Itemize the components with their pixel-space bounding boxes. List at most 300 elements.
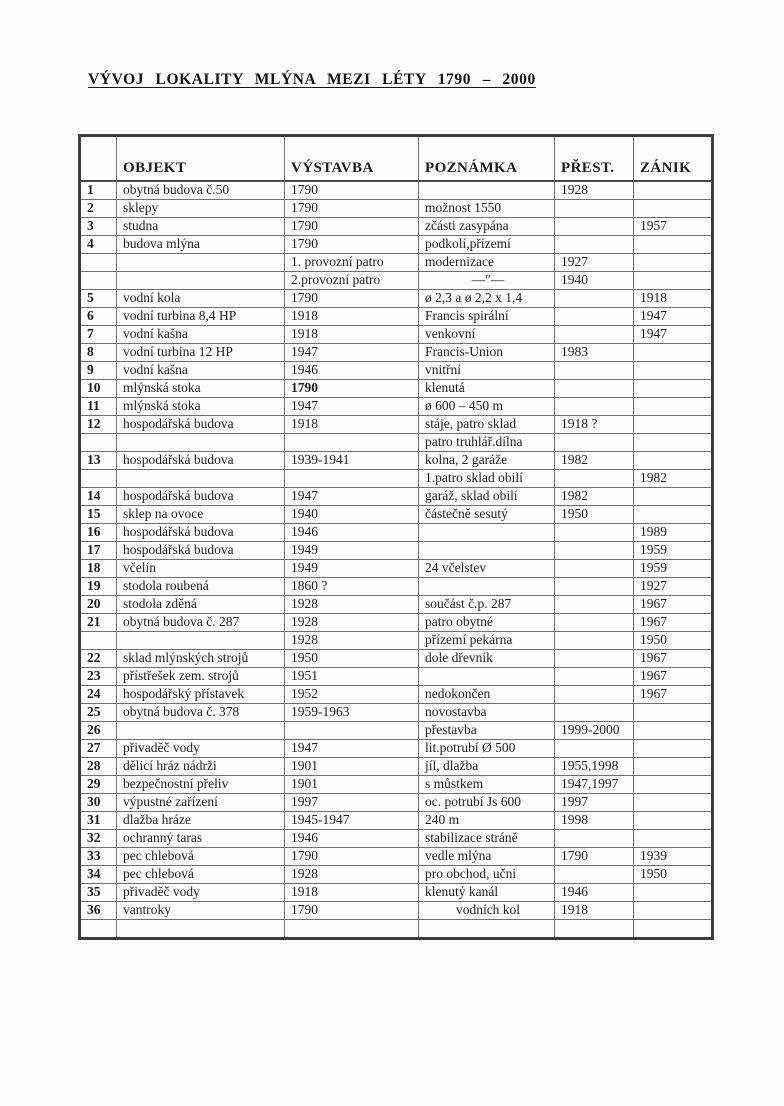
cell-poznamka: ø 2,3 a ø 2,2 x 1,4 (419, 290, 555, 308)
cell-poznamka: stáje, patro sklad (419, 416, 555, 434)
cell-poznamka: 240 m (419, 812, 555, 830)
cell-num (80, 470, 117, 488)
cell-objekt: hospodářská budova (117, 452, 285, 470)
cell-vystavba: 1939-1941 (285, 452, 419, 470)
cell-poznamka: Francis spirální (419, 308, 555, 326)
cell-prest: 1927 (555, 254, 634, 272)
cell-zanik (634, 398, 713, 416)
cell-poznamka: přestavba (419, 722, 555, 740)
cell-zanik (634, 812, 713, 830)
header-zanik: ZÁNIK (634, 136, 713, 182)
cell-objekt: výpustné zařízení (117, 794, 285, 812)
cell-num: 14 (80, 488, 117, 506)
cell-num: 27 (80, 740, 117, 758)
cell-zanik: 1967 (634, 668, 713, 686)
cell-num: 34 (80, 866, 117, 884)
cell-zanik: 1967 (634, 686, 713, 704)
cell-vystavba: 1947 (285, 740, 419, 758)
table-row (80, 308, 713, 326)
header-poznamka: POZNÁMKA (419, 136, 555, 182)
cell-num: 24 (80, 686, 117, 704)
table-row (80, 326, 713, 344)
cell-vystavba: 1790 (285, 380, 419, 398)
cell-objekt: vodní kašna (117, 326, 285, 344)
cell-vystavba: 1940 (285, 506, 419, 524)
cell-objekt: obytná budova č. 378 (117, 704, 285, 722)
cell-zanik: 1927 (634, 578, 713, 596)
cell-prest: 1918 ? (555, 416, 634, 434)
cell-num (80, 254, 117, 272)
cell-num: 5 (80, 290, 117, 308)
cell-num: 15 (80, 506, 117, 524)
cell-prest: 1983 (555, 344, 634, 362)
cell-vystavba: 2.provozní patro (285, 272, 419, 290)
cell-objekt: hospodářská budova (117, 488, 285, 506)
cell-objekt: hospodářská budova (117, 524, 285, 542)
table-row (80, 380, 713, 398)
cell-prest (555, 866, 634, 884)
cell-zanik: 1950 (634, 632, 713, 650)
cell-num: 33 (80, 848, 117, 866)
cell-objekt: vodní turbina 8,4 HP (117, 308, 285, 326)
cell-num: 26 (80, 722, 117, 740)
cell-objekt (117, 272, 285, 290)
cell-vystavba (285, 470, 419, 488)
cell-prest (555, 398, 634, 416)
cell-objekt: sklad mlýnských strojů (117, 650, 285, 668)
header-vystavba: VÝSTAVBA (285, 136, 419, 182)
cell-objekt: sklepy (117, 200, 285, 218)
cell-vystavba (285, 722, 419, 740)
cell-num: 23 (80, 668, 117, 686)
cell-prest: 1940 (555, 272, 634, 290)
cell-prest: 1928 (555, 181, 634, 200)
table-body (80, 181, 713, 939)
cell-vystavba: 1790 (285, 200, 419, 218)
table-row (80, 596, 713, 614)
cell-objekt (117, 254, 285, 272)
cell-poznamka: jíl, dlažba (419, 758, 555, 776)
cell-poznamka: podkolí,přízemí (419, 236, 555, 254)
cell-zanik (634, 254, 713, 272)
cell-objekt: bezpečnostní přeliv (117, 776, 285, 794)
table-row (80, 794, 713, 812)
cell-zanik: 1918 (634, 290, 713, 308)
cell-objekt (117, 722, 285, 740)
cell-objekt: hospodářská budova (117, 416, 285, 434)
cell-poznamka: patro truhlář.dílna (419, 434, 555, 452)
cell-num (80, 632, 117, 650)
table-row (80, 866, 713, 884)
cell-objekt: dlažba hráze (117, 812, 285, 830)
cell-vystavba: 1946 (285, 524, 419, 542)
table-row (80, 254, 713, 272)
cell-vystavba: 1947 (285, 398, 419, 416)
cell-num: 30 (80, 794, 117, 812)
table-row (80, 902, 713, 920)
cell-objekt: vantroky (117, 902, 285, 920)
cell-num: 21 (80, 614, 117, 632)
cell-zanik (634, 884, 713, 902)
cell-num (80, 920, 117, 939)
cell-vystavba: 1946 (285, 830, 419, 848)
cell-prest (555, 362, 634, 380)
cell-prest (555, 650, 634, 668)
cell-num: 19 (80, 578, 117, 596)
cell-zanik: 1967 (634, 596, 713, 614)
page-title: VÝVOJ LOKALITY MLÝNA MEZI LÉTY 1790 – 2000 (88, 71, 536, 88)
cell-poznamka: pro obchod, učni (419, 866, 555, 884)
cell-num: 7 (80, 326, 117, 344)
cell-poznamka: oc. potrubí Js 600 (419, 794, 555, 812)
cell-zanik: 1957 (634, 218, 713, 236)
cell-vystavba: 1928 (285, 596, 419, 614)
cell-poznamka: stabilizace stráně (419, 830, 555, 848)
cell-prest (555, 380, 634, 398)
table-row (80, 542, 713, 560)
cell-prest: 1997 (555, 794, 634, 812)
cell-poznamka: garáž, sklad obilí (419, 488, 555, 506)
cell-num: 36 (80, 902, 117, 920)
cell-zanik (634, 200, 713, 218)
cell-poznamka: dole dřevník (419, 650, 555, 668)
table-row (80, 452, 713, 470)
cell-prest (555, 290, 634, 308)
table-row (80, 398, 713, 416)
cell-prest: 1982 (555, 488, 634, 506)
cell-objekt: stodola zděná (117, 596, 285, 614)
table-row (80, 290, 713, 308)
cell-zanik: 1939 (634, 848, 713, 866)
cell-objekt: obytná budova č.50 (117, 181, 285, 200)
cell-num: 4 (80, 236, 117, 254)
cell-prest: 1955,1998 (555, 758, 634, 776)
cell-zanik (634, 181, 713, 200)
cell-poznamka: částečně sesutý (419, 506, 555, 524)
table-row (80, 236, 713, 254)
cell-vystavba: 1901 (285, 776, 419, 794)
cell-vystavba: 1959-1963 (285, 704, 419, 722)
cell-objekt (117, 632, 285, 650)
cell-zanik: 1950 (634, 866, 713, 884)
table-row (80, 362, 713, 380)
cell-vystavba (285, 920, 419, 939)
cell-zanik: 1947 (634, 326, 713, 344)
cell-zanik: 1959 (634, 542, 713, 560)
cell-num: 11 (80, 398, 117, 416)
cell-zanik (634, 452, 713, 470)
cell-poznamka: vedle mlýna (419, 848, 555, 866)
cell-poznamka: venkovní (419, 326, 555, 344)
cell-vystavba: 1918 (285, 308, 419, 326)
cell-vystavba: 1997 (285, 794, 419, 812)
cell-zanik (634, 704, 713, 722)
cell-vystavba: 1790 (285, 218, 419, 236)
table-row (80, 722, 713, 740)
cell-zanik: 1959 (634, 560, 713, 578)
cell-num: 22 (80, 650, 117, 668)
cell-vystavba: 1928 (285, 632, 419, 650)
table-row (80, 848, 713, 866)
cell-vystavba: 1946 (285, 362, 419, 380)
table-row (80, 218, 713, 236)
cell-prest (555, 524, 634, 542)
cell-prest (555, 614, 634, 632)
cell-objekt: vodní turbina 12 HP (117, 344, 285, 362)
table-row (80, 668, 713, 686)
cell-prest (555, 326, 634, 344)
cell-vystavba: 1790 (285, 236, 419, 254)
cell-poznamka: s můstkem (419, 776, 555, 794)
cell-poznamka (419, 181, 555, 200)
cell-objekt: ochranný taras (117, 830, 285, 848)
cell-objekt (117, 920, 285, 939)
cell-prest: 1790 (555, 848, 634, 866)
cell-objekt: pec chlebová (117, 848, 285, 866)
cell-prest (555, 686, 634, 704)
cell-poznamka: přízemí pekárna (419, 632, 555, 650)
cell-vystavba: 1945-1947 (285, 812, 419, 830)
table-row (80, 776, 713, 794)
table-row (80, 272, 713, 290)
cell-objekt: pec chlebová (117, 866, 285, 884)
cell-prest: 1918 (555, 902, 634, 920)
cell-num: 28 (80, 758, 117, 776)
cell-zanik (634, 920, 713, 939)
cell-vystavba: 1790 (285, 848, 419, 866)
cell-poznamka (419, 542, 555, 560)
table-row (80, 740, 713, 758)
cell-objekt: vodní kašna (117, 362, 285, 380)
cell-prest (555, 200, 634, 218)
cell-num: 8 (80, 344, 117, 362)
cell-vystavba: 1947 (285, 488, 419, 506)
cell-objekt: obytná budova č. 287 (117, 614, 285, 632)
cell-num: 12 (80, 416, 117, 434)
cell-prest: 1982 (555, 452, 634, 470)
header-num (80, 136, 117, 182)
cell-zanik: 1947 (634, 308, 713, 326)
cell-zanik (634, 416, 713, 434)
cell-zanik (634, 830, 713, 848)
cell-objekt: přivaděč vody (117, 884, 285, 902)
cell-num: 9 (80, 362, 117, 380)
cell-vystavba: 1947 (285, 344, 419, 362)
table-row (80, 884, 713, 902)
cell-num: 2 (80, 200, 117, 218)
cell-vystavba: 1918 (285, 326, 419, 344)
cell-zanik (634, 740, 713, 758)
cell-num: 1 (80, 181, 117, 200)
cell-zanik (634, 722, 713, 740)
cell-objekt: studna (117, 218, 285, 236)
cell-prest: 1999-2000 (555, 722, 634, 740)
cell-zanik: 1967 (634, 650, 713, 668)
cell-num: 29 (80, 776, 117, 794)
cell-objekt: mlýnská stoka (117, 380, 285, 398)
cell-poznamka: zčásti zasypána (419, 218, 555, 236)
cell-prest (555, 920, 634, 939)
cell-vystavba: 1951 (285, 668, 419, 686)
cell-poznamka: 1.patro sklad obilí (419, 470, 555, 488)
cell-poznamka: lit.potrubí Ø 500 (419, 740, 555, 758)
cell-prest: 1947,1997 (555, 776, 634, 794)
table-row (80, 434, 713, 452)
cell-prest: 1950 (555, 506, 634, 524)
cell-prest (555, 308, 634, 326)
cell-vystavba: 1860 ? (285, 578, 419, 596)
cell-objekt: mlýnská stoka (117, 398, 285, 416)
cell-num: 20 (80, 596, 117, 614)
cell-num: 25 (80, 704, 117, 722)
cell-prest: 1998 (555, 812, 634, 830)
cell-objekt: stodola roubená (117, 578, 285, 596)
cell-objekt: budova mlýna (117, 236, 285, 254)
cell-objekt: včelín (117, 560, 285, 578)
cell-prest (555, 596, 634, 614)
table-row (80, 200, 713, 218)
cell-vystavba: 1949 (285, 542, 419, 560)
cell-objekt: hospodářský přístavek (117, 686, 285, 704)
cell-num: 10 (80, 380, 117, 398)
cell-zanik (634, 272, 713, 290)
cell-num (80, 434, 117, 452)
cell-vystavba: 1901 (285, 758, 419, 776)
cell-prest (555, 668, 634, 686)
table-row (80, 704, 713, 722)
header-objekt: OBJEKT (117, 136, 285, 182)
cell-prest (555, 470, 634, 488)
cell-poznamka: klenutá (419, 380, 555, 398)
cell-poznamka: součást č.p. 287 (419, 596, 555, 614)
cell-prest (555, 632, 634, 650)
cell-vystavba: 1952 (285, 686, 419, 704)
cell-vystavba: 1950 (285, 650, 419, 668)
cell-zanik (634, 380, 713, 398)
cell-zanik (634, 236, 713, 254)
cell-vystavba: 1928 (285, 866, 419, 884)
cell-zanik (634, 776, 713, 794)
cell-poznamka: 24 včelstev (419, 560, 555, 578)
cell-vystavba: 1. provozní patro (285, 254, 419, 272)
cell-poznamka: Francis-Union (419, 344, 555, 362)
cell-prest (555, 830, 634, 848)
cell-prest (555, 578, 634, 596)
cell-poznamka: vnitřní (419, 362, 555, 380)
table-row (80, 506, 713, 524)
cell-poznamka: —″— (419, 272, 555, 290)
cell-objekt (117, 434, 285, 452)
cell-poznamka: klenutý kanál (419, 884, 555, 902)
cell-num: 16 (80, 524, 117, 542)
table-row (80, 560, 713, 578)
cell-num: 32 (80, 830, 117, 848)
cell-prest (555, 236, 634, 254)
cell-zanik: 1967 (634, 614, 713, 632)
table-header (80, 136, 713, 182)
cell-zanik (634, 758, 713, 776)
cell-zanik (634, 902, 713, 920)
cell-num: 35 (80, 884, 117, 902)
mill-development-table (78, 134, 714, 940)
table-row (80, 181, 713, 200)
cell-poznamka: možnost 1550 (419, 200, 555, 218)
cell-zanik (634, 794, 713, 812)
table-row (80, 920, 713, 939)
header-prest: PŘEST. (555, 136, 634, 182)
cell-poznamka (419, 524, 555, 542)
cell-prest (555, 218, 634, 236)
cell-zanik: 1989 (634, 524, 713, 542)
cell-num: 31 (80, 812, 117, 830)
cell-vystavba: 1949 (285, 560, 419, 578)
cell-objekt (117, 470, 285, 488)
cell-num: 6 (80, 308, 117, 326)
cell-num: 17 (80, 542, 117, 560)
cell-vystavba (285, 434, 419, 452)
cell-zanik (634, 344, 713, 362)
table-row (80, 812, 713, 830)
cell-prest (555, 542, 634, 560)
cell-prest (555, 740, 634, 758)
cell-zanik (634, 488, 713, 506)
cell-vystavba: 1928 (285, 614, 419, 632)
cell-poznamka (419, 920, 555, 939)
cell-prest (555, 704, 634, 722)
cell-num: 3 (80, 218, 117, 236)
table-row (80, 686, 713, 704)
cell-objekt: vodní kola (117, 290, 285, 308)
table-row (80, 830, 713, 848)
cell-objekt: hospodářská budova (117, 542, 285, 560)
cell-objekt: přístřešek zem. strojů (117, 668, 285, 686)
table-row (80, 488, 713, 506)
cell-poznamka: nedokončen (419, 686, 555, 704)
cell-zanik: 1982 (634, 470, 713, 488)
cell-poznamka: ø 600 – 450 m (419, 398, 555, 416)
cell-zanik (634, 362, 713, 380)
cell-poznamka (419, 578, 555, 596)
cell-prest (555, 560, 634, 578)
table-row (80, 614, 713, 632)
cell-vystavba: 1790 (285, 902, 419, 920)
cell-objekt: přivaděč vody (117, 740, 285, 758)
cell-objekt: sklep na ovoce (117, 506, 285, 524)
cell-objekt: dělicí hráz nádrži (117, 758, 285, 776)
header-row (80, 136, 713, 182)
cell-zanik (634, 506, 713, 524)
table-row (80, 470, 713, 488)
table-row (80, 524, 713, 542)
cell-vystavba: 1918 (285, 884, 419, 902)
cell-poznamka: modernizace (419, 254, 555, 272)
cell-num: 13 (80, 452, 117, 470)
cell-poznamka: kolna, 2 garáže (419, 452, 555, 470)
cell-num (80, 272, 117, 290)
table-row (80, 632, 713, 650)
cell-prest: 1946 (555, 884, 634, 902)
table-row (80, 578, 713, 596)
cell-num: 18 (80, 560, 117, 578)
table-row (80, 758, 713, 776)
table-row (80, 416, 713, 434)
cell-poznamka: patro obytné (419, 614, 555, 632)
table-row (80, 344, 713, 362)
cell-vystavba: 1790 (285, 181, 419, 200)
cell-vystavba: 1790 (285, 290, 419, 308)
cell-poznamka: novostavba (419, 704, 555, 722)
cell-vystavba: 1918 (285, 416, 419, 434)
